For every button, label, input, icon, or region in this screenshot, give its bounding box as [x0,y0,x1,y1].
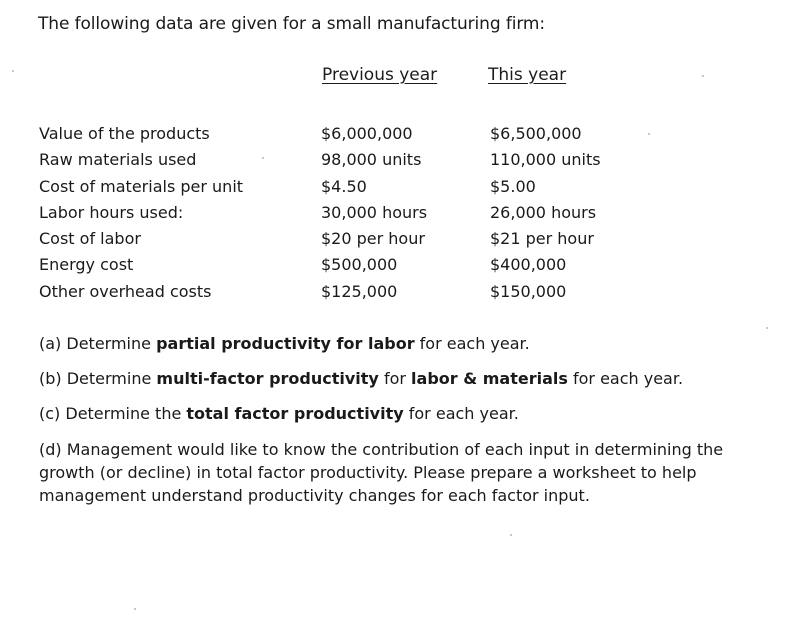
question-c [39,403,739,425]
scan-speck [648,133,650,135]
scan-speck [12,70,14,72]
question-b [39,368,739,390]
row-label-labor-hours: Labor hours used: [39,202,184,222]
row-label-energy-cost: Energy cost [39,255,134,275]
this-labor-hours: 26,000 hours [490,202,597,222]
previous-overhead-costs: $125,000 [321,281,398,301]
row-label-overhead-costs: Other overhead costs [39,281,212,301]
scan-speck [262,157,264,159]
this-value-of-products: $6,500,000 [490,124,582,143]
question-b-mid: for [378,369,412,388]
this-cost-of-materials: $5.00 [490,176,536,196]
row-label-raw-materials: Raw materials used [39,150,197,170]
column-header-previous-year: Previous year [322,65,438,85]
question-a [39,333,739,355]
this-year-values [490,120,601,304]
this-energy-cost: $400,000 [490,255,567,275]
previous-cost-of-materials: $4.50 [321,176,367,196]
previous-labor-hours: 30,000 hours [321,202,428,222]
intro-text: The following data are given for a small manufacturing firm: [38,14,546,34]
question-d: (d) Management would like to know the contribution of each input in determining the growth (or decline) in total factor productivity. Please prepare a worksheet to help management understand productivity changes for each factor input. [39,440,724,505]
previous-cost-of-labor: $20 per hour [321,229,425,249]
this-cost-of-labor: $21 per hour [490,229,594,249]
previous-year-values [321,120,427,304]
question-a-post: for each year. [414,334,530,353]
question-c-bold: total factor productivity [186,404,404,423]
question-b-pre: (b) Determine [39,369,157,388]
question-c-post: for each year. [403,404,519,423]
question-b-post: for each year. [567,369,684,388]
scan-speck [702,75,704,77]
this-raw-materials: 110,000 units [490,150,601,170]
question-b-bold1: multi-factor productivity [156,369,379,388]
previous-raw-materials: 98,000 units [321,150,422,170]
questions [39,333,739,520]
row-label-cost-of-labor: Cost of labor [39,229,141,249]
question-c-pre: (c) Determine the [39,404,187,423]
scan-speck [766,327,768,329]
question-a-bold: partial productivity for labor [156,334,415,353]
row-label-value-of-products: Value of the products [39,124,210,143]
row-labels [39,120,243,304]
question-b-bold2: labor & materials [411,369,568,388]
previous-energy-cost: $500,000 [321,255,398,275]
previous-value-of-products: $6,000,000 [321,124,413,143]
this-overhead-costs: $150,000 [490,281,567,301]
scan-speck [134,608,136,610]
row-label-cost-of-materials: Cost of materials per unit [39,176,244,196]
question-a-pre: (a) Determine [39,334,157,353]
column-header-this-year: This year [488,65,567,85]
scan-speck [510,534,512,536]
